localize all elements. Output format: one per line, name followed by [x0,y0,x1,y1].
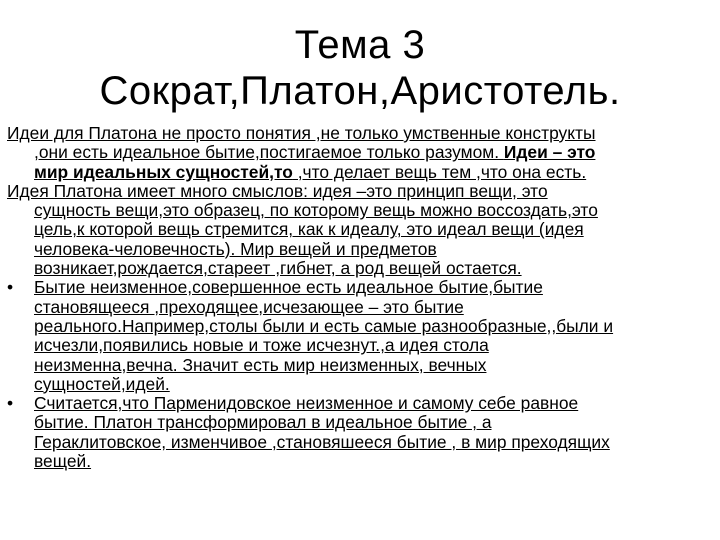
paragraph-1-text: ,они есть идеальное бытие,постигаемое только разумом. [34,142,504,163]
bullet-item-2 [7,394,713,471]
paragraph-2-line: Идея Платона имеет много смыслов: идея –это принцип вещи, это [7,180,548,201]
bullet-line: неизменна,вечна. Значит есть мир неизменных, вечных [34,354,487,375]
bullet-line: вещей. [34,451,92,472]
paragraph-1-text: ,что делает вещь тем ,что она есть. [292,161,587,182]
slide-title [0,22,720,114]
bullet-line: Бытие неизменное,совершенное есть идеальное бытие,бытие [34,277,543,298]
paragraph-1-line [7,163,713,182]
paragraph-1-bold: мир идеальных сущностей,то [34,161,293,182]
bullet-line: становящееся ,преходящее,исчезающее – это бытие [34,296,464,317]
paragraph-2-line: возникает,рождается,стареет ,гибнет, а род вещей остается. [34,258,522,279]
bullet-marker: • [7,277,14,298]
paragraph-1-bold: Идеи – это [503,142,596,163]
bullet-line: сущностей,идей. [34,373,170,394]
paragraph-2 [7,182,713,278]
bullet-line: реального.Например,столы были и есть самые разнообразные,,были и [34,315,614,336]
paragraph-1-line: Идеи для Платона не просто понятия ,не только умственные конструкты [7,123,596,143]
bullet-marker: • [7,393,14,414]
paragraph-1-line [7,143,713,162]
title-line-1: Тема 3 [294,23,426,67]
paragraph-2-line: сущность вещи,это образец, по которому вещь можно воссоздать,это [34,200,598,221]
bullet-item-1 [7,278,713,394]
bullet-line: исчезли,появились новые и тоже исчезнут.,а идея стола [34,335,489,356]
bullet-line: Считается,что Парменидовское неизменное и самому себе равное [34,393,579,414]
paragraph-2-line: цель,к которой вещь стремится, как к идеалу, это идеал вещи (идея [34,219,584,240]
bullet-line: Гераклитовское, изменчивое ,становяшееся бытие , в мир преходящих [34,431,610,452]
slide-body [7,124,713,471]
title-line-2: Сократ,Платон,Аристотель. [99,69,621,113]
paragraph-1 [7,124,713,182]
bullet-line: бытие. Платон трансформировал в идеальное бытие , а [34,412,492,433]
paragraph-2-line: человека-человечность). Мир вещей и предметов [34,238,437,259]
